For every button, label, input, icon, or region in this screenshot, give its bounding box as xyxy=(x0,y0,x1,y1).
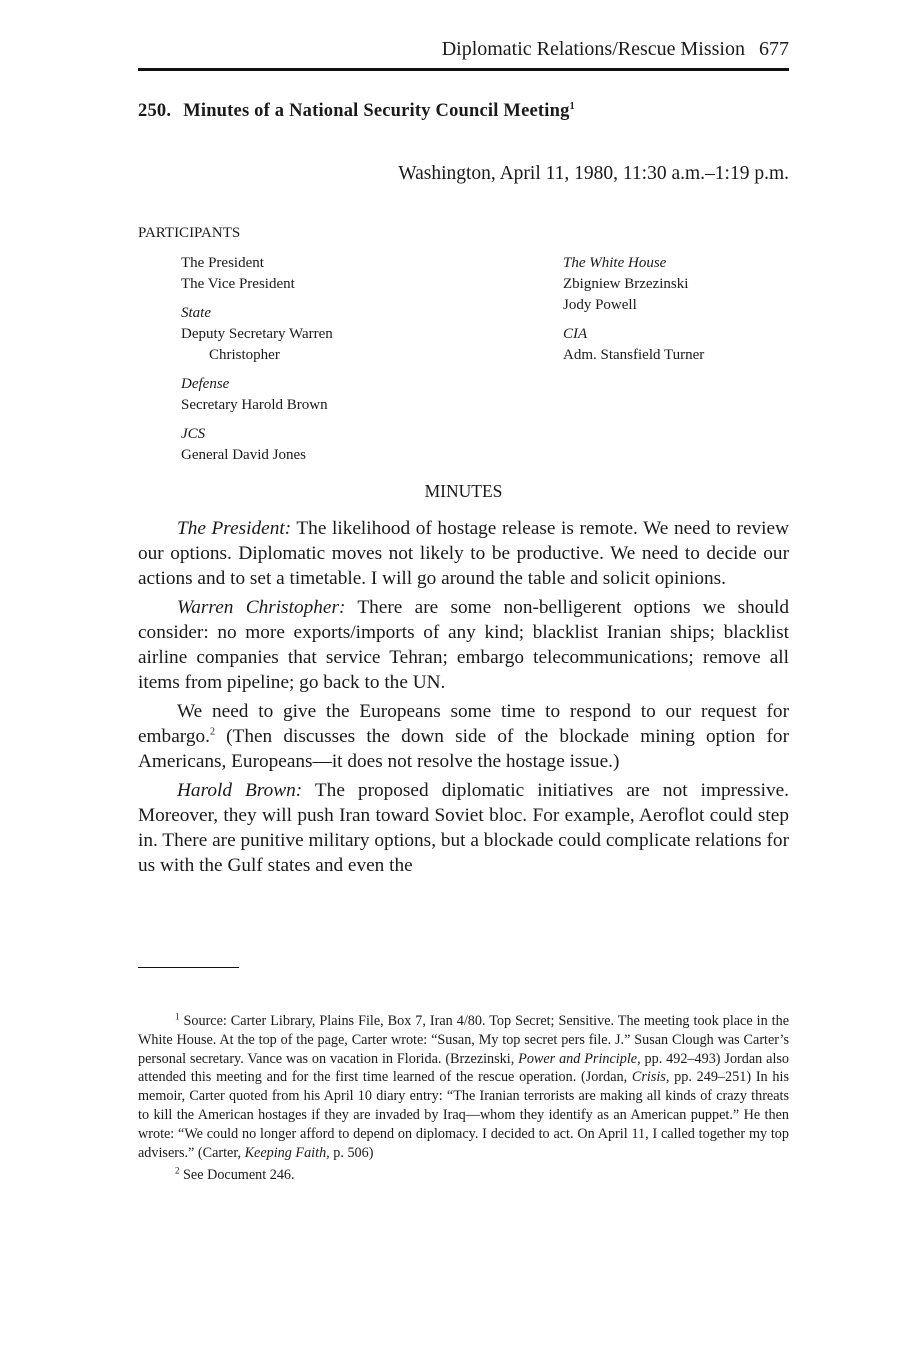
participant-wh-2: Jody Powell xyxy=(563,297,637,313)
footnote-text: Source: Carter Library, Plains File, Box 7, Iran 4/80. Top Secret; Sensitive. The meeting took place in the White House. At the top of the page, Carter wrote: “Susan, My top secret pers file. J.” Susan Clough was Carter’s personal secretary. Vance was on vacation in Florida. (Brzezinski, xyxy=(138,1013,789,1067)
footnote-ref-1[interactable]: 1 xyxy=(569,100,575,112)
participant-cia-1: Adm. Stansfield Turner xyxy=(563,347,705,363)
footnote-1 xyxy=(138,1012,789,1162)
footnote-rule xyxy=(138,967,239,968)
participant-president: The President xyxy=(181,255,264,271)
paragraph-text: The proposed diplomatic initiatives are not impressive. Moreover, they will push Iran toward Soviet bloc. For example, Aeroflot could step in. There are punitive military options, but a blockade could complicate relations for us with the Gulf states and even the xyxy=(138,780,789,876)
footnote-2 xyxy=(138,1166,789,1185)
running-head xyxy=(138,38,789,61)
participants-label: PARTICIPANTS xyxy=(138,225,241,241)
participant-state-1: Deputy Secretary Warren xyxy=(181,326,333,342)
minutes-body xyxy=(138,516,789,882)
header-rule xyxy=(138,68,789,71)
book-title: Crisis, xyxy=(631,1069,670,1086)
book-title: Keeping Faith, xyxy=(244,1144,330,1161)
minutes-heading: MINUTES xyxy=(424,481,503,501)
document-title: Minutes of a National Security Council Meeting xyxy=(183,101,570,121)
participants-left-column xyxy=(181,253,333,466)
footnote-mark: 2 xyxy=(175,1165,180,1176)
participant-state-2: Christopher xyxy=(209,347,280,363)
paragraph-text: (Then discusses the down side of the blockade mining option for Americans, Europeans—it does not resolve the hostage issue.) xyxy=(138,726,789,772)
book-title: Power and Principle, xyxy=(518,1050,641,1067)
speaker-label: Warren Christopher: xyxy=(177,597,346,618)
paragraph-text: The likelihood of hostage release is remote. We need to review our options. Diplomatic moves not likely to be productive. We need to decide our actions and to set a timetable. I will go around the table and solicit opinions. xyxy=(138,518,790,589)
group-heading-white-house: The White House xyxy=(563,255,667,271)
participant-jcs-1: General David Jones xyxy=(181,447,306,463)
participant-defense-1: Secretary Harold Brown xyxy=(181,397,328,413)
minutes-paragraph xyxy=(138,595,789,695)
document-number: 250. xyxy=(138,101,172,121)
paragraph-text: We need to give the Europeans some time to respond to our request for embargo. xyxy=(138,701,789,747)
footnote-text: See Document 246. xyxy=(179,1167,295,1184)
group-heading-defense: Defense xyxy=(181,376,230,392)
minutes-paragraph xyxy=(138,699,789,774)
participants-right-column xyxy=(563,253,704,366)
group-heading-jcs: JCS xyxy=(181,426,206,442)
footnote-text: pp. 249–251) In his memoir, Carter quoted from his April 10 diary entry: “The Iranian terrorists are making all kinds of crazy threats to kill the American hostages if they are invaded by Iraq—whom they identify as an American puppet.” He then wrote: “We could no longer afford to depend on diplomacy. I decided to act. On April 11, I called together my top advisers.” (Carter, xyxy=(138,1069,789,1161)
participant-wh-1: Zbigniew Brzezinski xyxy=(563,276,689,292)
footnote-mark: 1 xyxy=(175,1011,180,1022)
footnote-ref-2[interactable]: 2 xyxy=(209,726,215,738)
participant-vice-president: The Vice President xyxy=(181,276,295,292)
running-head-title: Diplomatic Relations/Rescue Mission xyxy=(441,38,745,60)
minutes-paragraph xyxy=(138,778,789,878)
footnotes xyxy=(138,1012,789,1189)
footnote-text: pp. 492–493) Jordan also attended this meeting and for the first time learned of the rescue operation. (Jordan, xyxy=(138,1050,789,1086)
group-heading-cia: CIA xyxy=(563,326,588,342)
dateline: Washington, April 11, 1980, 11:30 a.m.–1:19 p.m. xyxy=(398,163,789,184)
document-heading xyxy=(138,101,575,122)
page-number: 677 xyxy=(759,38,789,60)
group-heading-state: State xyxy=(181,305,211,321)
speaker-label: Harold Brown: xyxy=(177,780,303,801)
speaker-label: The President: xyxy=(177,518,292,539)
footnote-text: p. 506) xyxy=(329,1144,374,1161)
paragraph-text: There are some non-belligerent options we should consider: no more exports/imports of any kind; blacklist Iranian ships; blacklist airline companies that service Tehran; embargo telecommunications; remove all items from pipeline; go back to the UN. xyxy=(138,597,790,693)
minutes-paragraph xyxy=(138,516,789,591)
